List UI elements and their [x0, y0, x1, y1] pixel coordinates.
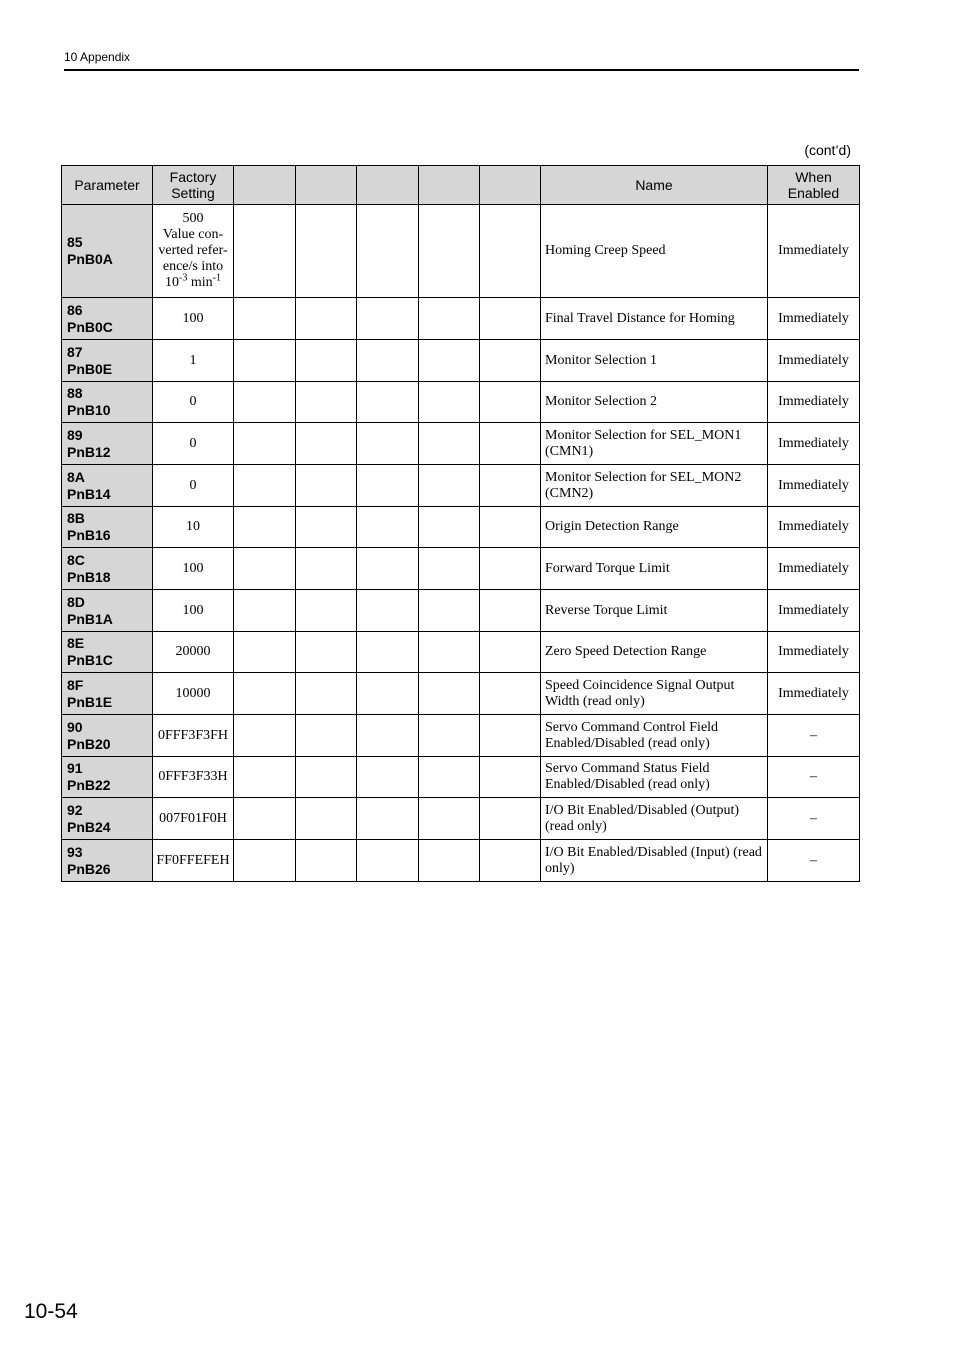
- name-cell: Homing Creep Speed: [541, 205, 768, 298]
- parameter-cell: [62, 465, 153, 507]
- blank-cell: [419, 205, 480, 298]
- parameter-number: PnB14: [67, 485, 111, 502]
- blank-cell: [480, 340, 541, 382]
- blank-cell: [419, 507, 480, 548]
- table-row: [62, 673, 860, 715]
- blank-cell: [357, 382, 419, 423]
- table-row: [62, 548, 860, 590]
- unit-exponent: -3: [179, 272, 188, 284]
- blank-cell: [480, 757, 541, 798]
- blank-cell: [234, 205, 296, 298]
- name-cell: Reverse Torque Limit: [541, 590, 768, 632]
- blank-cell: [234, 840, 296, 882]
- blank-cell: [419, 840, 480, 882]
- blank-cell: [296, 840, 357, 882]
- when-enabled-cell: Immediately: [768, 340, 860, 382]
- table-header-row: [62, 166, 860, 205]
- blank-cell: [296, 507, 357, 548]
- parameter-code: 8D: [67, 593, 85, 610]
- col-header-blank: [296, 166, 357, 205]
- blank-cell: [480, 798, 541, 840]
- blank-cell: [234, 757, 296, 798]
- parameter-cell: [62, 673, 153, 715]
- parameter-number: PnB0A: [67, 251, 113, 267]
- blank-cell: [234, 340, 296, 382]
- name-cell: Monitor Selection for SEL_MON2 (CMN2): [541, 465, 768, 507]
- parameter-code: 91: [67, 760, 83, 776]
- factory-setting-cell: 0FFF3F3FH: [153, 715, 234, 757]
- name-cell: Origin Detection Range: [541, 507, 768, 548]
- table-row: [62, 757, 860, 798]
- blank-cell: [296, 205, 357, 298]
- name-cell: Monitor Selection 1: [541, 340, 768, 382]
- blank-cell: [296, 298, 357, 340]
- parameter-cell: [62, 507, 153, 548]
- blank-cell: [357, 840, 419, 882]
- factory-note: Value con-verted refer-ence/s into: [158, 227, 228, 274]
- parameter-code: 90: [67, 718, 83, 735]
- blank-cell: [480, 382, 541, 423]
- parameter-table: [61, 165, 860, 882]
- parameter-number: PnB1A: [67, 610, 113, 627]
- blank-cell: [419, 673, 480, 715]
- parameter-cell: [62, 423, 153, 465]
- when-enabled-cell: Immediately: [768, 548, 860, 590]
- parameter-number: PnB20: [67, 735, 111, 752]
- blank-cell: [357, 340, 419, 382]
- table-row: [62, 340, 860, 382]
- blank-cell: [234, 298, 296, 340]
- blank-cell: [419, 340, 480, 382]
- blank-cell: [419, 465, 480, 507]
- blank-cell: [480, 673, 541, 715]
- blank-cell: [234, 798, 296, 840]
- name-cell: I/O Bit Enabled/Disabled (Output) (read only): [541, 798, 768, 840]
- parameter-code: 8E: [67, 635, 85, 651]
- when-enabled-cell: Immediately: [768, 423, 860, 465]
- blank-cell: [480, 548, 541, 590]
- table-row: [62, 798, 860, 840]
- parameter-cell: [62, 798, 153, 840]
- table-row: [62, 205, 860, 298]
- parameter-cell: [62, 757, 153, 798]
- blank-cell: [419, 548, 480, 590]
- col-header-when-enabled: When Enabled: [768, 166, 860, 205]
- blank-cell: [419, 298, 480, 340]
- table-row: [62, 840, 860, 882]
- when-enabled-cell: –: [768, 757, 860, 798]
- parameter-number: PnB10: [67, 402, 111, 418]
- blank-cell: [357, 423, 419, 465]
- continued-label: (cont’d): [804, 142, 851, 158]
- blank-cell: [234, 673, 296, 715]
- name-cell: Speed Coincidence Signal Output Width (read only): [541, 673, 768, 715]
- parameter-cell: [62, 840, 153, 882]
- page-number: 10-54: [24, 1300, 78, 1323]
- when-enabled-cell: Immediately: [768, 673, 860, 715]
- when-enabled-cell: –: [768, 798, 860, 840]
- when-enabled-cell: Immediately: [768, 632, 860, 673]
- col-header-name: Name: [541, 166, 768, 205]
- parameter-cell: [62, 298, 153, 340]
- parameter-code: 88: [67, 385, 83, 401]
- blank-cell: [234, 548, 296, 590]
- parameter-code: 86: [67, 301, 83, 318]
- blank-cell: [296, 340, 357, 382]
- parameter-number: PnB0C: [67, 318, 113, 335]
- when-enabled-cell: –: [768, 840, 860, 882]
- parameter-code: 8A: [67, 468, 85, 485]
- parameter-cell: [62, 340, 153, 382]
- blank-cell: [357, 798, 419, 840]
- blank-cell: [234, 465, 296, 507]
- unit-base: 10: [165, 275, 180, 290]
- blank-cell: [357, 465, 419, 507]
- parameter-code: 92: [67, 801, 83, 818]
- parameter-cell: [62, 205, 153, 298]
- parameter-cell: [62, 590, 153, 632]
- parameter-cell: [62, 382, 153, 423]
- blank-cell: [234, 715, 296, 757]
- blank-cell: [357, 298, 419, 340]
- blank-cell: [296, 465, 357, 507]
- blank-cell: [296, 423, 357, 465]
- table-row: [62, 590, 860, 632]
- parameter-number: PnB16: [67, 527, 111, 543]
- blank-cell: [419, 798, 480, 840]
- blank-cell: [480, 423, 541, 465]
- parameter-code: 89: [67, 426, 83, 443]
- blank-cell: [357, 507, 419, 548]
- when-enabled-cell: Immediately: [768, 382, 860, 423]
- factory-setting-cell: 0: [153, 382, 234, 423]
- blank-cell: [296, 382, 357, 423]
- factory-setting-cell: 10: [153, 507, 234, 548]
- factory-setting-cell: 20000: [153, 632, 234, 673]
- factory-setting-cell: 10000: [153, 673, 234, 715]
- unit-label: min: [187, 275, 213, 290]
- blank-cell: [357, 715, 419, 757]
- when-enabled-cell: Immediately: [768, 465, 860, 507]
- factory-value: 500: [182, 211, 204, 226]
- section-header: 10 Appendix: [64, 50, 131, 64]
- parameter-code: 87: [67, 343, 83, 360]
- table-row: [62, 507, 860, 548]
- parameter-number: PnB22: [67, 777, 111, 793]
- blank-cell: [357, 757, 419, 798]
- blank-cell: [480, 298, 541, 340]
- name-cell: Forward Torque Limit: [541, 548, 768, 590]
- parameter-number: PnB12: [67, 443, 111, 460]
- factory-setting-cell: 0: [153, 465, 234, 507]
- parameter-code: 85: [67, 234, 83, 250]
- blank-cell: [419, 757, 480, 798]
- table-row: [62, 382, 860, 423]
- parameter-code: 8B: [67, 510, 85, 526]
- blank-cell: [419, 382, 480, 423]
- parameter-number: PnB24: [67, 818, 111, 835]
- when-enabled-cell: Immediately: [768, 590, 860, 632]
- col-header-blank: [419, 166, 480, 205]
- parameter-number: PnB1E: [67, 693, 113, 710]
- factory-setting-cell: 100: [153, 590, 234, 632]
- blank-cell: [296, 632, 357, 673]
- blank-cell: [296, 548, 357, 590]
- parameter-number: PnB18: [67, 568, 111, 585]
- parameter-number: PnB0E: [67, 360, 113, 377]
- table-row: [62, 298, 860, 340]
- col-header-blank: [480, 166, 541, 205]
- factory-setting-cell: FF0FFEFEH: [153, 840, 234, 882]
- when-enabled-cell: Immediately: [768, 205, 860, 298]
- blank-cell: [357, 590, 419, 632]
- factory-unit: [153, 272, 233, 291]
- col-header-blank: [357, 166, 419, 205]
- when-enabled-cell: –: [768, 715, 860, 757]
- blank-cell: [296, 715, 357, 757]
- blank-cell: [234, 507, 296, 548]
- blank-cell: [357, 205, 419, 298]
- unit-exponent: -1: [212, 272, 221, 284]
- factory-setting-cell: 0: [153, 423, 234, 465]
- when-enabled-cell: Immediately: [768, 298, 860, 340]
- factory-setting-cell: 100: [153, 298, 234, 340]
- blank-cell: [480, 715, 541, 757]
- parameter-code: 8F: [67, 676, 84, 693]
- factory-setting-cell: 0FFF3F33H: [153, 757, 234, 798]
- blank-cell: [357, 673, 419, 715]
- name-cell: Servo Command Status Field Enabled/Disabled (read only): [541, 757, 768, 798]
- blank-cell: [480, 205, 541, 298]
- when-enabled-cell: Immediately: [768, 507, 860, 548]
- blank-cell: [419, 715, 480, 757]
- blank-cell: [480, 840, 541, 882]
- parameter-number: PnB1C: [67, 652, 113, 668]
- name-cell: Zero Speed Detection Range: [541, 632, 768, 673]
- col-header-factory-setting: Factory Setting: [153, 166, 234, 205]
- blank-cell: [234, 590, 296, 632]
- blank-cell: [357, 632, 419, 673]
- table-row: [62, 423, 860, 465]
- blank-cell: [480, 507, 541, 548]
- name-cell: Monitor Selection 2: [541, 382, 768, 423]
- blank-cell: [480, 465, 541, 507]
- name-cell: Final Travel Distance for Homing: [541, 298, 768, 340]
- parameter-code: 8C: [67, 551, 85, 568]
- blank-cell: [296, 757, 357, 798]
- blank-cell: [296, 673, 357, 715]
- parameter-cell: [62, 632, 153, 673]
- blank-cell: [234, 382, 296, 423]
- factory-setting-cell: 1: [153, 340, 234, 382]
- blank-cell: [234, 423, 296, 465]
- header-rule: [64, 69, 859, 71]
- table-row: [62, 715, 860, 757]
- name-cell: Servo Command Control Field Enabled/Disabled (read only): [541, 715, 768, 757]
- name-cell: I/O Bit Enabled/Disabled (Input) (read only): [541, 840, 768, 882]
- factory-setting-cell: 100: [153, 548, 234, 590]
- blank-cell: [357, 548, 419, 590]
- blank-cell: [419, 423, 480, 465]
- table-row: [62, 632, 860, 673]
- table-row: [62, 465, 860, 507]
- parameter-number: PnB26: [67, 860, 111, 877]
- blank-cell: [234, 632, 296, 673]
- blank-cell: [480, 590, 541, 632]
- factory-setting-cell: 007F01F0H: [153, 798, 234, 840]
- blank-cell: [480, 632, 541, 673]
- factory-setting-cell: [153, 205, 234, 298]
- parameter-cell: [62, 715, 153, 757]
- parameter-cell: [62, 548, 153, 590]
- blank-cell: [419, 632, 480, 673]
- blank-cell: [296, 798, 357, 840]
- col-header-parameter: Parameter: [62, 166, 153, 205]
- blank-cell: [419, 590, 480, 632]
- parameter-code: 93: [67, 843, 83, 860]
- blank-cell: [296, 590, 357, 632]
- col-header-blank: [234, 166, 296, 205]
- name-cell: Monitor Selection for SEL_MON1 (CMN1): [541, 423, 768, 465]
